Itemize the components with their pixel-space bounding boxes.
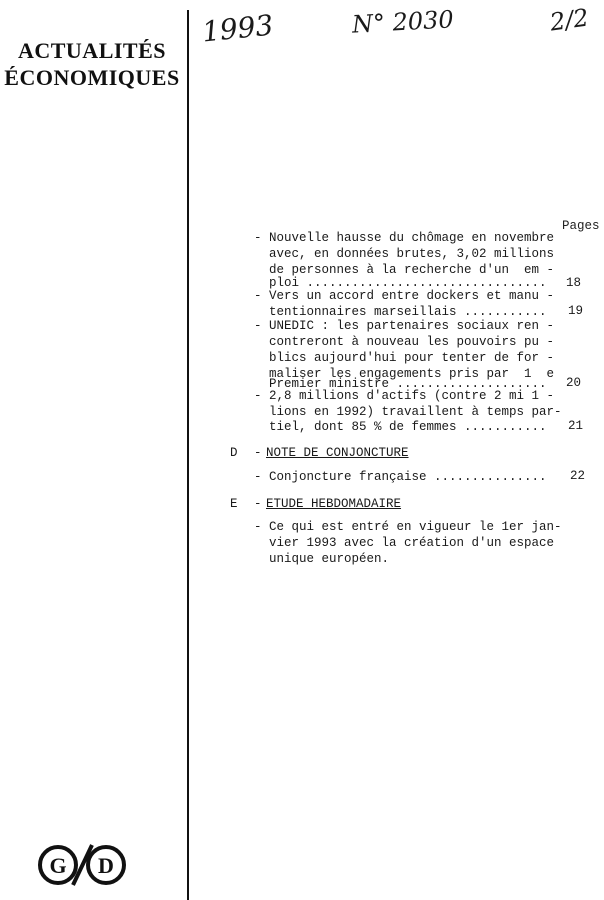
- section-d-dash: -: [254, 446, 262, 460]
- logo-letter-g: G: [49, 853, 67, 878]
- section-d-title: NOTE DE CONJONCTURE: [266, 446, 409, 460]
- logo-letter-d: D: [98, 853, 114, 878]
- section-e-letter: E: [230, 497, 238, 511]
- toc-entry-4-line-1: - 2,8 millions d'actifs (contre 2 mi 1 -: [254, 389, 555, 403]
- section-e-line-1: - Ce qui est entré en vigueur le 1er jan-: [254, 520, 562, 534]
- handwritten-issue-number: N° 2030: [351, 5, 455, 39]
- toc-entry-4-line-2: lions en 1992) travaillent à temps par-: [254, 405, 562, 419]
- toc-entry-4-line-3: tiel, dont 85 % de femmes ...........: [254, 420, 547, 434]
- toc-entry-1-line-1: - Nouvelle hausse du chômage en novembre: [254, 231, 555, 245]
- section-e-line-2: vier 1993 avec la création d'un espace: [254, 536, 555, 550]
- masthead-line-1: ACTUALITÉS: [17, 38, 167, 63]
- toc-entry-4-page: 21: [568, 419, 584, 433]
- section-e-line-3: unique européen.: [254, 552, 390, 566]
- section-e-dash: -: [254, 497, 262, 511]
- toc-entry-1-line-4: ploi ................................: [254, 276, 547, 290]
- toc-entry-2-line-1: - Vers un accord entre dockers et manu -: [254, 289, 555, 303]
- section-e-title: ETUDE HEBDOMADAIRE: [266, 497, 402, 511]
- toc-entry-3-page: 20: [566, 376, 582, 390]
- toc-entry-1-line-3: de personnes à la recherche d'un em -: [254, 263, 555, 277]
- toc-entry-3-line-3: blics aujourd'hui pour tenter de for -: [254, 351, 555, 365]
- toc-entry-3-line-1: - UNEDIC : les partenaires sociaux ren -: [254, 319, 555, 333]
- section-d-letter: D: [230, 446, 238, 460]
- toc-entry-2-page: 19: [568, 304, 584, 318]
- toc-entry-3-line-5: Premier ministre ....................: [254, 377, 547, 391]
- toc-entry-2-line-2: tentionnaires marseillais ...........: [254, 305, 547, 319]
- section-d-page: 22: [570, 469, 586, 483]
- toc-entry-3-line-2: contreront à nouveau les pouvoirs pu -: [254, 335, 555, 349]
- handwritten-year: 1993: [200, 8, 275, 49]
- pages-column-header: Pages: [562, 219, 600, 233]
- masthead: [4, 37, 180, 91]
- masthead-line-2: ÉCONOMIQUES: [4, 65, 180, 90]
- section-d-item: - Conjoncture française ...............: [254, 470, 547, 484]
- toc-entry-3-line-4: maliser les engagements pris par 1 e: [254, 367, 555, 381]
- gd-logo: [36, 840, 136, 890]
- toc-entry-1-line-2: avec, en données brutes, 3,02 millions: [254, 247, 555, 261]
- vertical-divider: [187, 10, 189, 900]
- toc-entry-1-page: 18: [566, 276, 582, 290]
- handwritten-part: 2/2: [548, 3, 591, 37]
